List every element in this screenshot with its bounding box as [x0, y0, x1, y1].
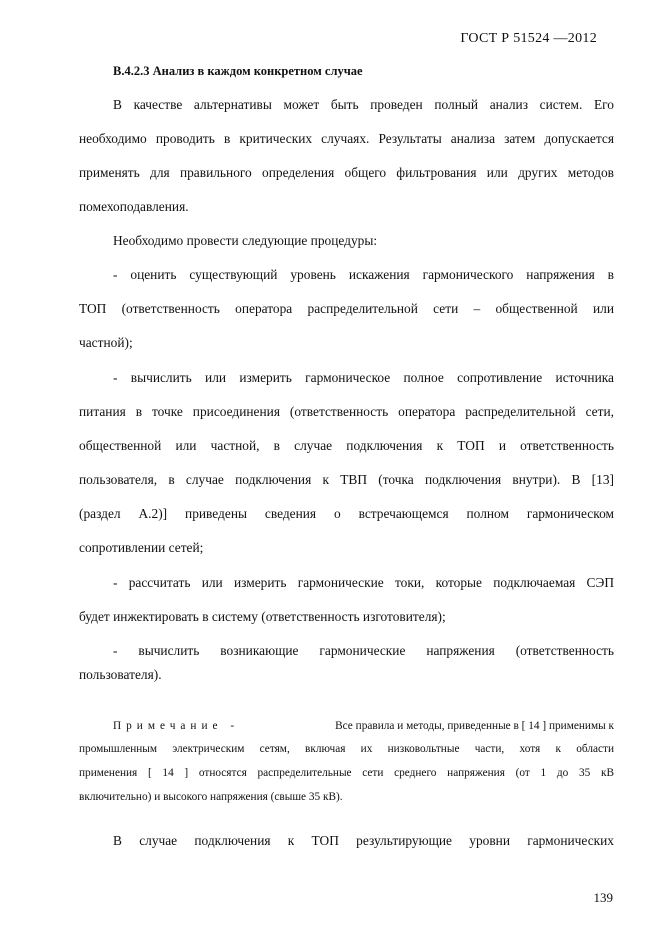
text-line: В случае подключения к ТОП результирующие уровни гармонических [113, 833, 614, 848]
text-line: будет инжектировать в систему (ответственность изготовителя); [79, 609, 446, 624]
text-line: сопротивлении сетей; [79, 540, 204, 555]
section-heading: В.4.2.3 Анализ в каждом конкретном случае [113, 64, 363, 78]
text-line: ТОП (ответственность оператора распределительной сети – общественной или [79, 301, 614, 316]
text-line: - вычислить возникающие гармонические напряжения (ответственность [113, 643, 614, 658]
note-text: Все правила и методы, приведенные в [ 14 ] применимы к [335, 720, 614, 732]
text-line: пользователя, в случае подключения к ТВП (точка подключения внутри). В [13] [79, 472, 614, 487]
text-line: применять для правильного определения общего фильтрования или других методов [79, 165, 614, 180]
text-line: - оценить существующий уровень искажения гармонического напряжения в [113, 267, 614, 282]
text-line: - вычислить или измерить гармоническое полное сопротивление источника [113, 370, 614, 385]
page-number: 139 [593, 890, 613, 905]
document-header: ГОСТ Р 51524 —2012 [460, 31, 597, 46]
text-line: общественной или частной, в случае подключения к ТОП и ответственность [79, 438, 614, 453]
text-line: В качестве альтернативы может быть проведен полный анализ систем. Его [113, 97, 614, 112]
text-line: необходимо проводить в критических случаях. Результаты анализа затем допускается [79, 131, 614, 146]
text-line: пользователя). [79, 667, 162, 682]
note-line: промышленным электрическим сетям, включая их низковольтные части, хотя к области [79, 743, 614, 755]
note-first-line [79, 718, 614, 734]
note-line: включительно) и высокого напряжения (свыше 35 кВ). [79, 791, 343, 803]
text-line: - рассчитать или измерить гармонические токи, которые подключаемая СЭП [113, 575, 614, 590]
note-label: Примечание - [113, 720, 240, 732]
text-line: (раздел А.2)] приведены сведения о встречающемся полном гармоническом [79, 506, 614, 521]
text-line: Необходимо провести следующие процедуры: [113, 233, 378, 248]
text-line: питания в точке присоединения (ответственность оператора распределительной сети, [79, 404, 614, 419]
text-line: частной); [79, 335, 133, 350]
note-line: применения [ 14 ] относятся распределительные сети среднего напряжения (от 1 до 35 кВ [79, 767, 614, 779]
text-line: помехоподавления. [79, 199, 189, 214]
